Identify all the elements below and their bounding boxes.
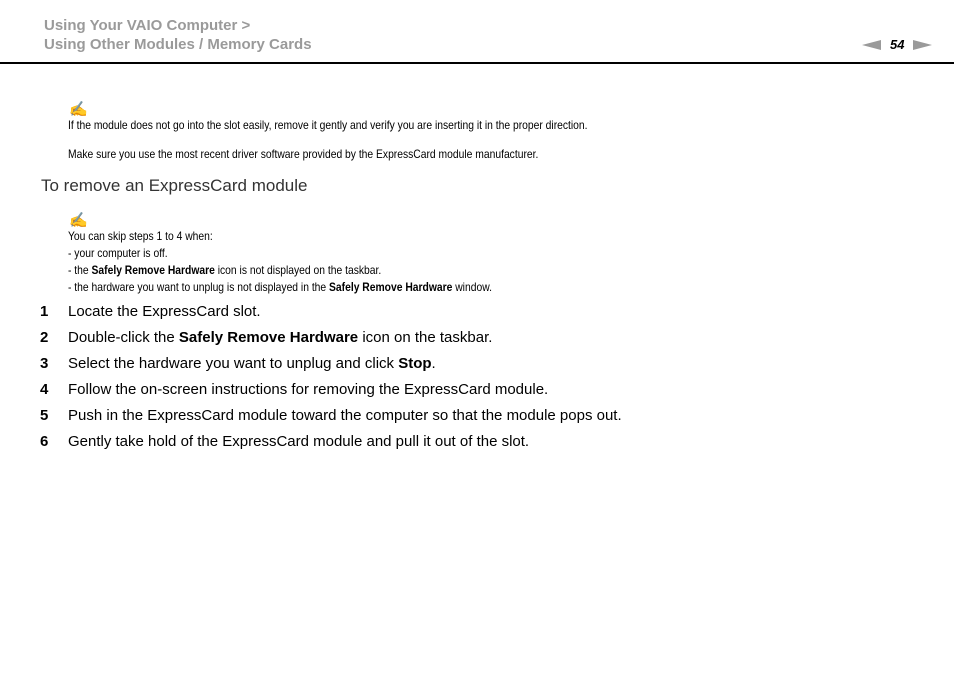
step-number: 2 [40,329,49,346]
note-text-segment: window. [452,280,492,294]
step-number: 6 [40,433,49,450]
step-number: 3 [40,355,49,372]
breadcrumb-line-1: Using Your VAIO Computer > [44,17,251,34]
step-text-segment: Select the hardware you want to unplug and click [68,355,399,372]
note-text [68,279,492,296]
note-text-segment: icon is not displayed on the taskbar. [214,263,382,277]
step-number: 4 [40,381,49,398]
list-item [0,406,954,426]
pencil-note-icon: ✍ [69,212,88,229]
header-divider [0,62,954,64]
note-text-segment: - the [68,263,92,277]
step-text [68,354,436,374]
note-bold-text: Safely Remove Hardware [329,280,453,294]
step-bold-text: Safely Remove Hardware [178,329,359,346]
right-arrow-icon[interactable] [913,40,932,50]
breadcrumb [44,16,312,54]
note-text-segment: - the hardware you want to unplug is not displayed in the [68,280,330,294]
list-item [0,432,954,452]
list-item [0,354,954,374]
step-number: 5 [40,407,49,424]
note-text: If the module does not go into the slot easily, remove it gently and verify you are inserting it in the proper direction. [68,118,588,132]
note-text [68,262,381,279]
list-item [0,380,954,400]
left-arrow-icon[interactable] [862,40,881,50]
page-navigation [862,37,932,53]
section-heading: To remove an ExpressCard module [41,176,308,195]
list-item [0,328,954,348]
note-text: - your computer is off. [68,246,168,260]
note-text: Make sure you use the most recent driver software provided by the ExpressCard module manufacturer. [68,147,539,161]
note-bold-text: Safely Remove Hardware [91,263,215,277]
step-text: Follow the on-screen instructions for removing the ExpressCard module. [68,381,549,398]
page-number: 54 [890,37,905,52]
step-text: Push in the ExpressCard module toward the computer so that the module pops out. [68,407,622,424]
step-bold-text: Stop [398,355,432,372]
step-text-segment: Double-click the [68,329,179,346]
step-text: Gently take hold of the ExpressCard module and pull it out of the slot. [68,433,530,450]
list-item [0,302,954,322]
note-text: You can skip steps 1 to 4 when: [68,229,213,243]
step-number: 1 [40,303,49,320]
breadcrumb-line-2: Using Other Modules / Memory Cards [44,36,312,53]
step-text-segment: . [431,355,436,372]
step-text [68,328,492,348]
step-text: Locate the ExpressCard slot. [68,303,261,320]
step-text-segment: icon on the taskbar. [358,329,493,346]
pencil-note-icon: ✍ [69,101,88,118]
